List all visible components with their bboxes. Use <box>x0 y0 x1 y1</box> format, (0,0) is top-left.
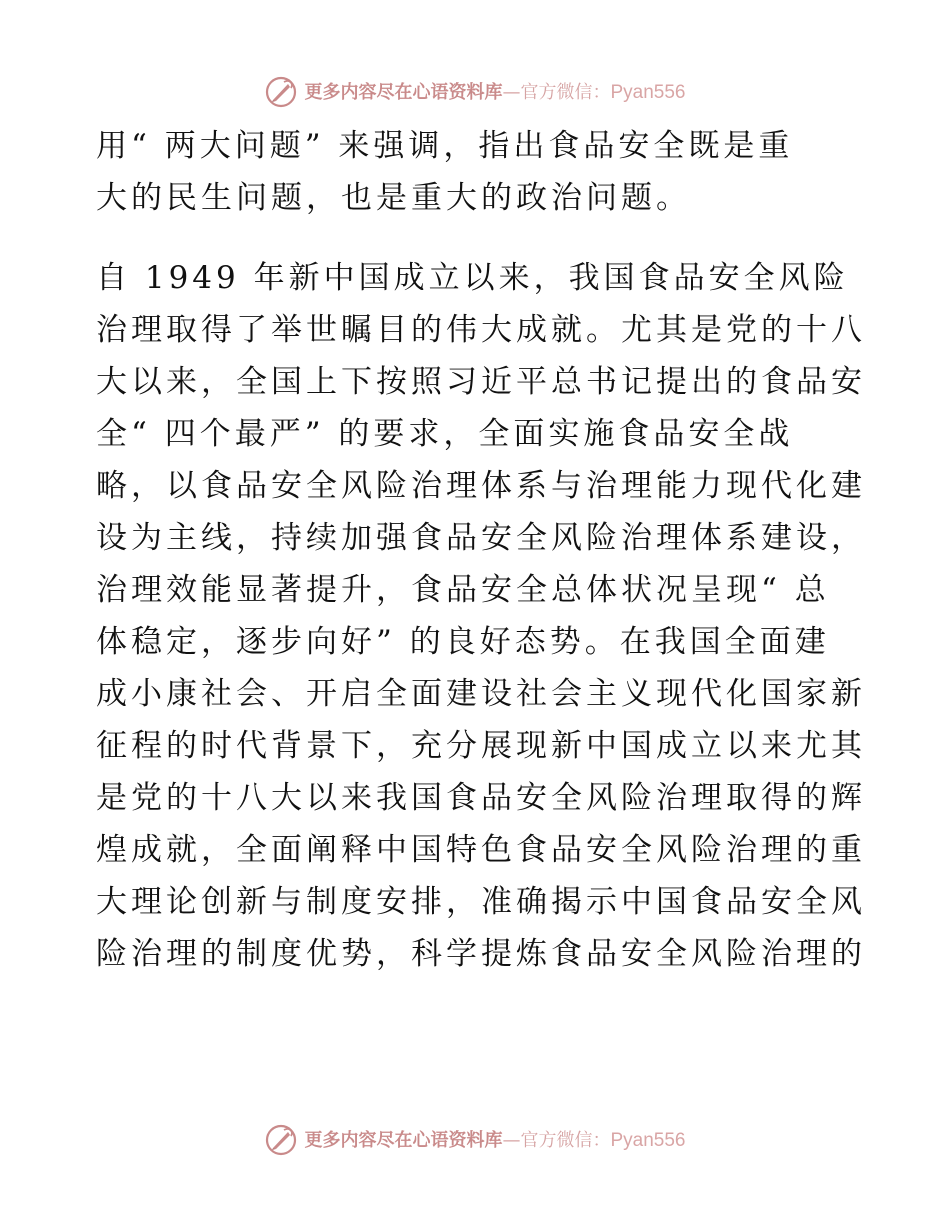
banner-wechat-label: 官方微信： <box>520 1129 611 1151</box>
banner-separator: — <box>502 81 521 103</box>
banner-main-text: 更多内容尽在心语资料库 <box>304 81 503 103</box>
banner-wechat-id: Pyan556 <box>610 81 686 103</box>
text-line: 成小康社会、开启全面建设社会主义现代化国家新 <box>96 676 866 712</box>
paragraph-2 <box>96 252 866 980</box>
banner-separator: — <box>502 1129 521 1151</box>
text-line: 煌成就，全面阐释中国特色食品安全风险治理的重 <box>96 832 866 868</box>
text-line: 略，以食品安全风险治理体系与治理能力现代化建 <box>96 468 866 504</box>
text-line: 大理论创新与制度安排，准确揭示中国食品安全风 <box>96 884 866 920</box>
text-line: 大的民生问题，也是重大的政治问题。 <box>96 180 691 216</box>
text-line: 大以来，全国上下按照习近平总书记提出的食品安 <box>96 364 866 400</box>
text-line: 治理效能显著提升，食品安全总体状况呈现“ 总 <box>96 572 830 608</box>
text-line: 设为主线，持续加强食品安全风险治理体系建设， <box>96 520 866 556</box>
quill-pen-logo-icon <box>264 1123 298 1157</box>
text-line: 征程的时代背景下，充分展现新中国成立以来尤其 <box>96 728 866 764</box>
banner-text <box>304 1131 685 1150</box>
text-line: 险治理的制度优势，科学提炼食品安全风险治理的 <box>96 936 866 972</box>
text-line: 体稳定，逐步向好” 的良好态势。在我国全面建 <box>96 624 830 660</box>
banner-wechat-id: Pyan556 <box>610 1129 686 1151</box>
banner-text <box>304 83 685 102</box>
footer-watermark-banner <box>0 1118 950 1162</box>
quill-pen-logo-icon <box>264 75 298 109</box>
paragraph-1 <box>96 120 856 224</box>
banner-wechat-label: 官方微信： <box>520 81 611 103</box>
text-line: 是党的十八大以来我国食品安全风险治理取得的辉 <box>96 780 866 816</box>
paragraph-gap <box>96 224 856 252</box>
document-body <box>96 120 866 980</box>
text-line: 全“ 四个最严” 的要求，全面实施食品安全战 <box>96 416 794 452</box>
banner-main-text: 更多内容尽在心语资料库 <box>304 1129 503 1151</box>
text-line: 用“ 两大问题” 来强调，指出食品安全既是重 <box>96 128 794 164</box>
header-watermark-banner <box>0 70 950 114</box>
text-line: 治理取得了举世瞩目的伟大成就。尤其是党的十八 <box>96 312 866 348</box>
text-line: 自 1949 年新中国成立以来，我国食品安全风险 <box>96 260 849 296</box>
